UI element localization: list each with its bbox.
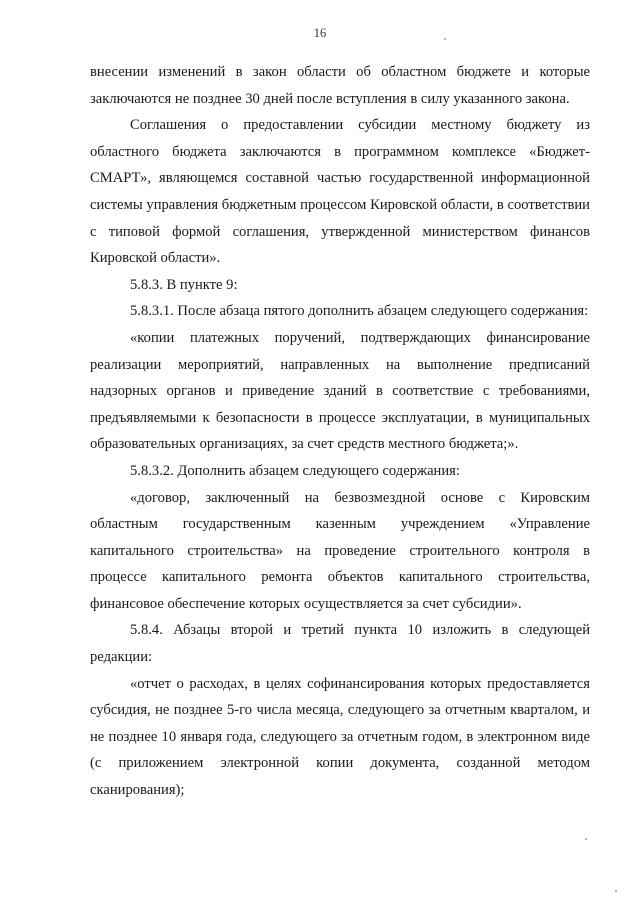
scan-speck [585,838,587,840]
paragraph-5-8-3-2: 5.8.3.2. Дополнить абзацем следующего содержания: [130,462,460,479]
paragraph-expense-report: «отчет о расходах, в целях софинансирования которых предоставляется субсидия, не позднее 5-го числа месяца, следующего за отчетным кварталом, и не позднее 10 января года, следующего за отчетным годом, в электронном виде (с приложением электронной копии документа, созданной методом сканирования); [90,675,590,799]
paragraph-5-8-4: 5.8.4. Абзацы второй и третий пункта 10 изложить в следующей редакции: [90,622,590,666]
scan-speck [444,38,446,40]
scan-speck [615,890,617,892]
page-number: 16 [313,26,327,40]
paragraph-5-8-3: 5.8.3. В пункте 9: [130,276,238,293]
paragraph-5-8-3-1: 5.8.3.1. После абзаца пятого дополнить абзацем следующего содержания: [130,303,589,320]
paragraph-contract: «договор, заключенный на безвозмездной основе с Кировским областным государственным казенным учреждением «Управление капитального строительства» на проведение строительного контроля в процессе капитального ремонта объектов капитального строительства, финансовое обеспечение которых осуществляется за счет субсидии». [90,489,590,612]
paragraph-continuation: внесении изменений в закон области об областном бюджете и которые заключаются не позднее 30 дней после вступления в силу указанного закона. [90,64,590,107]
paragraph-payment-copies: «копии платежных поручений, подтверждающих финансирование реализации мероприятий, направленных на выполнение предписаний надзорных органов и приведение зданий в соответствие с требованиями, предъявляемыми к безопасности в процессе эксплуатации, в муниципальных образовательных организациях, за счет средств местного бюджета;». [90,329,590,453]
paragraph-agreements: Соглашения о предоставлении субсидии местному бюджету из областного бюджета заключаются в программном комплексе «Бюджет-СМАРТ», являющемся составной частью государственной информационной системы управления бюджетным процессом Кировской области, в соответствии с типовой формой соглашения, утвержденной министерством финансов Кировской области». [90,117,590,267]
document-body [90,59,590,804]
